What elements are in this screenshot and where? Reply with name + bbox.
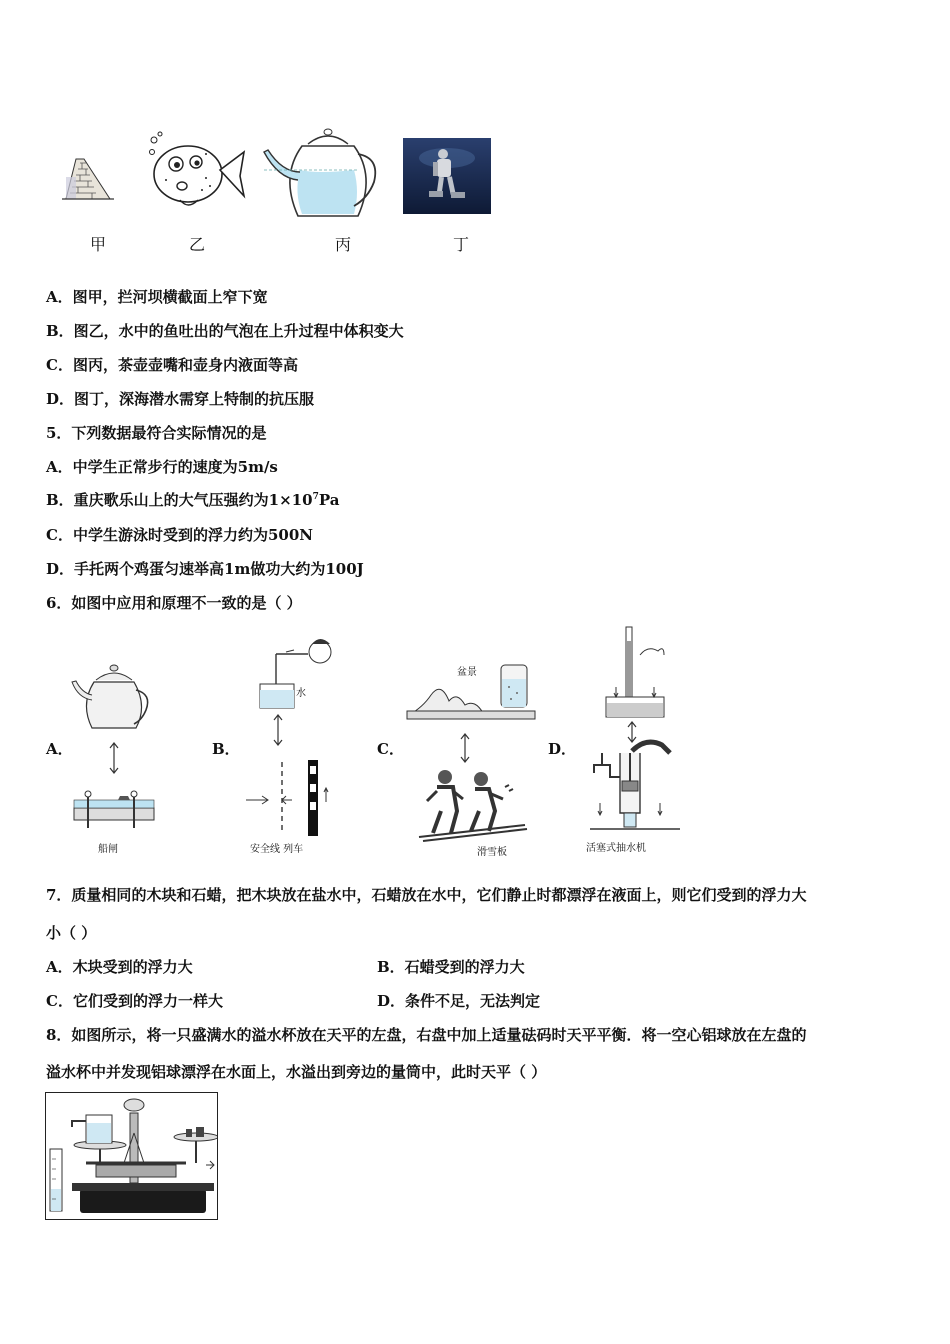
skiers-icon [419, 770, 527, 841]
figure-caption-bing: 丙 [335, 235, 352, 254]
q5-option-d: D．手托两个鸡蛋匀速举高1m做功大约为100J [46, 560, 364, 578]
q4-option-b: B．图乙，水中的鱼吐出的气泡在上升过程中体积变大 [46, 322, 404, 340]
q6-label-d: D． [548, 740, 577, 758]
q4-option-d: D．图丁，深海潜水需穿上特制的抗压服 [46, 390, 315, 408]
q5-option-a: A．中学生正常步行的速度为5m/s [46, 458, 278, 476]
figure-caption-ding: 丁 [453, 235, 470, 254]
q6-b-figure [236, 632, 346, 857]
q6-c-caption: 滑雪板 [477, 847, 507, 858]
q5-option-c: C．中学生游泳时受到的浮力约为500N [46, 526, 313, 544]
q6-c-bonsai-label: 盆景 [457, 667, 477, 678]
q6-label-b: B． [212, 740, 240, 758]
q8-balance-figure [45, 1092, 218, 1220]
diver-icon [403, 138, 491, 214]
double-arrow-icon [274, 715, 282, 745]
diver-figure [403, 138, 491, 214]
q7-stem-line1: 7．质量相同的木块和石蜡，把木块放在盐水中，石蜡放在水中，它们静止时都漂浮在液面上，则它们受到的浮力大 [46, 886, 807, 904]
double-arrow-icon [628, 722, 636, 742]
q6-d-caption: 活塞式抽水机 [586, 843, 646, 854]
teapot-icon [72, 665, 148, 728]
q6-a-caption: 船闸 [98, 844, 118, 855]
q7-option-d: D．条件不足，无法判定 [377, 992, 541, 1010]
q6-d-figure [580, 623, 685, 857]
fish-figure [146, 130, 246, 212]
double-arrow-icon [110, 743, 118, 773]
q6-b-caption: 安全线 列车 [250, 844, 304, 855]
q6-b-diagram [236, 632, 346, 842]
dam-icon [62, 155, 114, 205]
teapot-icon [262, 126, 382, 224]
fish-icon [146, 130, 246, 212]
q7-option-a: A．木块受到的浮力大 [46, 958, 193, 976]
q5-option-b-text: B．重庆歌乐山上的大气压强约为1×10 [46, 491, 313, 509]
q6-stem: 6．如图中应用和原理不一致的是（ ） [46, 594, 302, 612]
piston-pump-icon [590, 742, 680, 829]
q6-c-figure [405, 655, 540, 857]
q6-a-diagram [68, 660, 158, 840]
q6-label-a: A． [46, 740, 73, 758]
q5-option-b-unit: Pa [318, 491, 340, 509]
q5-option-b [46, 489, 339, 510]
beaker-icon [260, 684, 294, 708]
dam-figure [62, 155, 114, 205]
q6-a-figure [68, 660, 158, 855]
q8-stem-line1: 8．如图所示，将一只盛满水的溢水杯放在天平的左盘，右盘中加上适量砝码时天平平衡．将一空心铝球放在左盘的 [46, 1026, 807, 1044]
q4-option-a: A．图甲，拦河坝横截面上窄下宽 [46, 288, 268, 306]
q7-stem-line2: 小（ ） [46, 924, 97, 942]
teapot-figure [262, 126, 382, 224]
figure-caption-jia: 甲 [90, 235, 107, 254]
q7-option-b: B．石蜡受到的浮力大 [377, 958, 525, 976]
q6-c-diagram [405, 655, 540, 845]
balance-scale-icon [46, 1093, 217, 1219]
q5-stem: 5．下列数据最符合实际情况的是 [46, 424, 267, 442]
ship-lock-icon [74, 791, 154, 828]
double-arrow-icon [461, 734, 469, 762]
q6-b-water-label: 水 [296, 688, 306, 699]
q5-option-b-exponent: 7 [312, 492, 319, 502]
train-platform-icon [246, 760, 328, 836]
q4-option-c: C．图丙，茶壶壶嘴和壶身内液面等高 [46, 356, 298, 374]
q8-stem-line2: 溢水杯中并发现铝球漂浮在水面上，水溢出到旁边的量筒中，此时天平（ ） [46, 1063, 547, 1081]
q7-option-c: C．它们受到的浮力一样大 [46, 992, 223, 1010]
torricelli-barometer-icon [606, 627, 664, 717]
q6-label-c: C． [377, 740, 404, 758]
figure-caption-yi: 乙 [189, 235, 206, 254]
q6-d-diagram [580, 623, 685, 841]
